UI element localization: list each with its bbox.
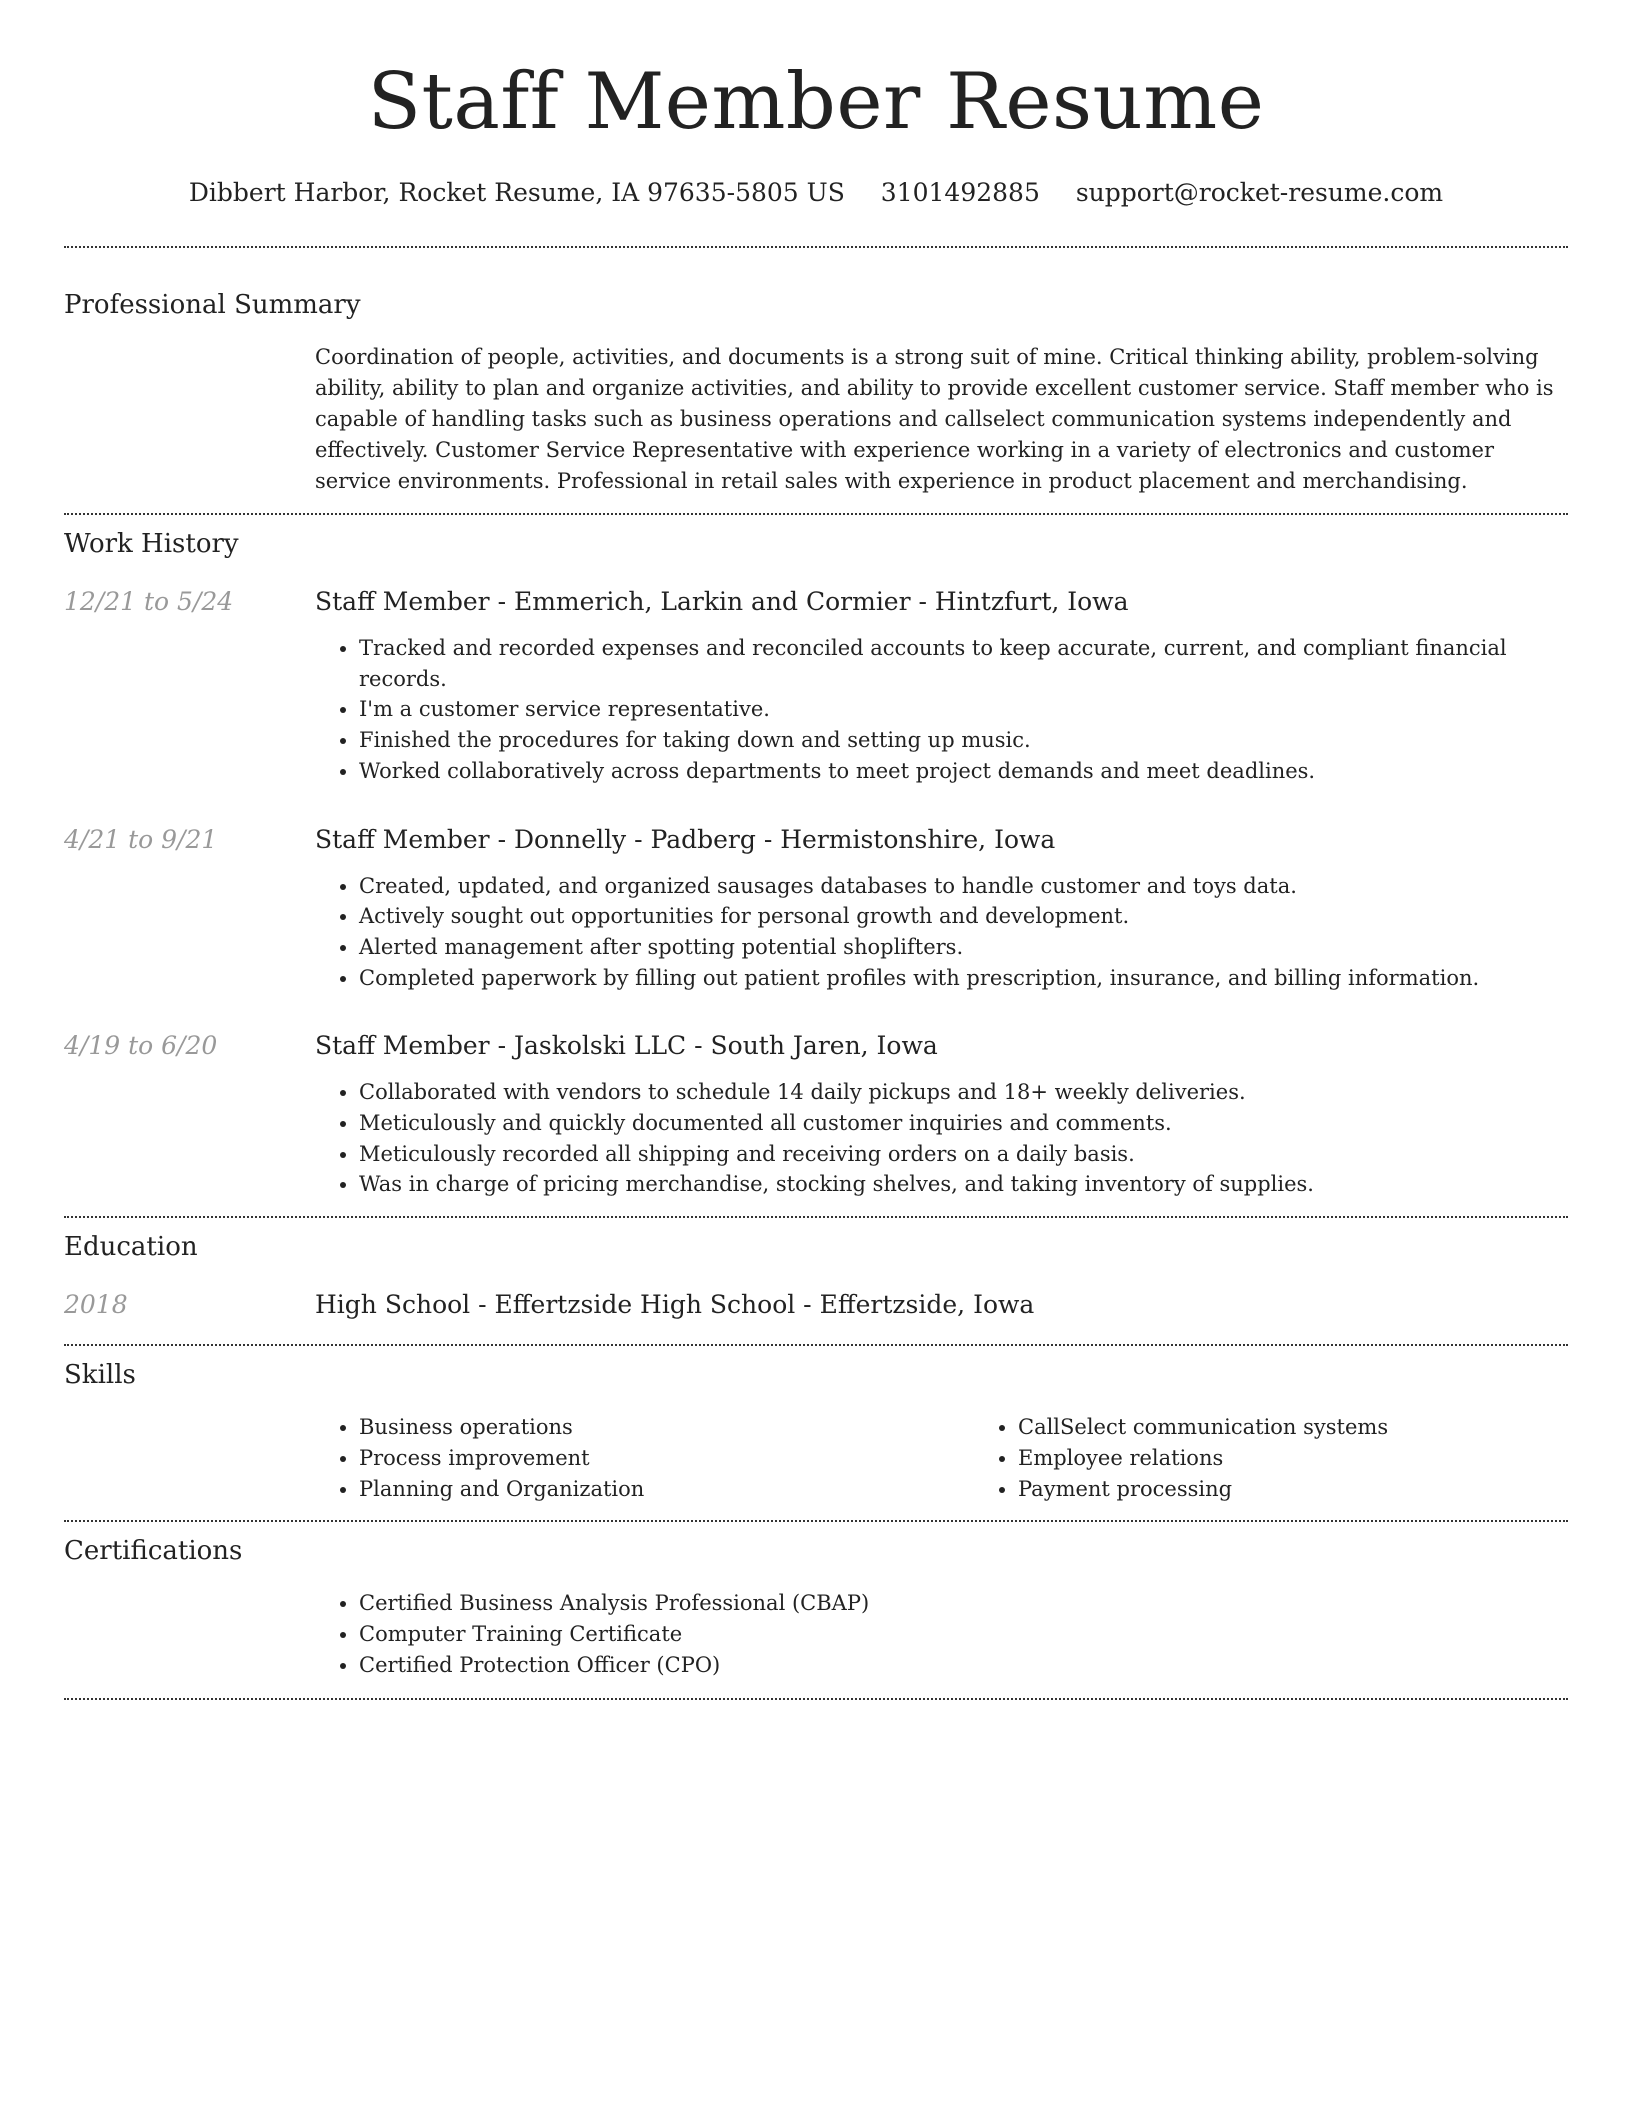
divider (64, 1520, 1568, 1522)
skills-list-right (974, 1412, 1632, 1504)
job-bullets (315, 633, 1568, 787)
list-item: • Process improvement (359, 1443, 974, 1474)
job-bullets (315, 1077, 1568, 1200)
list-item: • Computer Training Certificate (359, 1619, 1568, 1650)
education-section (64, 1230, 1568, 1322)
contact-email: support@rocket-resume.com (1075, 178, 1444, 207)
list-item: • Alerted management after spotting potential shoplifters. (359, 932, 1568, 963)
divider (64, 1344, 1568, 1346)
list-item: • Was in charge of pricing merchandise, stocking shelves, and taking inventory of supplies. (359, 1169, 1568, 1200)
job-body (315, 585, 1568, 787)
section-heading-education: Education (64, 1232, 198, 1263)
education-entry (64, 1288, 1568, 1322)
divider (64, 513, 1568, 515)
resume-title: Staff Member Resume (367, 57, 1265, 147)
contact-phone: 3101492885 (880, 178, 1040, 207)
contact-line (64, 176, 1568, 210)
list-item: • Actively sought out opportunities for personal growth and development. (359, 901, 1568, 932)
skills-grid (315, 1412, 1632, 1504)
contact-address: Dibbert Harbor, Rocket Resume, IA 97635-5805 US (188, 178, 845, 207)
certifications-body (315, 1588, 1568, 1680)
education-date: 2018 (64, 1290, 128, 1320)
list-item: • I'm a customer service representative. (359, 694, 1568, 725)
job-body (315, 823, 1568, 994)
summary-text: Coordination of people, activities, and documents is a strong suit of mine. Critical thinking ability, problem-solving ability, ability to plan and organize activities, and ability to provide excellent customer service. Staff member who is capable of handling tasks such as business operations and callselect communication systems independently and effectively. Customer Service Representative with experience working in a variety of electronics and customer service environments. Professional in retail sales with experience in product placement and merchandising. (315, 345, 1554, 493)
certifications-row (64, 1588, 1568, 1680)
job-dates: 4/21 to 9/21 (64, 824, 218, 854)
summary-body (315, 342, 1568, 497)
summary-section (64, 288, 1568, 497)
list-item: • Worked collaboratively across departments to meet project demands and meet deadlines. (359, 756, 1568, 787)
job-entry (64, 585, 1568, 787)
list-item: • Planning and Organization (359, 1474, 974, 1505)
list-item: • CallSelect communication systems (1018, 1412, 1632, 1443)
list-item: • Created, updated, and organized sausages databases to handle customer and toys data. (359, 871, 1568, 902)
list-item: • Meticulously recorded all shipping and receiving orders on a daily basis. (359, 1139, 1568, 1170)
job-dates: 4/19 to 6/20 (64, 1031, 218, 1061)
job-title: Staff Member - Jaskolski LLC - South Jaren, Iowa (315, 1031, 938, 1061)
job-entry (64, 1029, 1568, 1200)
list-item: • Tracked and recorded expenses and reconciled accounts to keep accurate, current, and compliant financial records. (359, 633, 1568, 694)
list-item: • Business operations (359, 1412, 974, 1443)
skills-row (64, 1412, 1568, 1504)
list-item: • Collaborated with vendors to schedule 14 daily pickups and 18+ weekly deliveries. (359, 1077, 1568, 1108)
section-heading-certifications: Certifications (64, 1536, 243, 1567)
divider (64, 246, 1568, 248)
list-item: • Certified Business Analysis Professional (CBAP) (359, 1588, 1568, 1619)
list-item: • Employee relations (1018, 1443, 1632, 1474)
certifications-list (315, 1588, 1568, 1680)
summary-row (64, 342, 1568, 497)
education-title: High School - Effertzside High School - Effertzside, Iowa (315, 1290, 1035, 1320)
job-entry (64, 823, 1568, 994)
job-body (315, 1029, 1568, 1200)
certifications-section (64, 1534, 1568, 1680)
job-bullets (315, 871, 1568, 994)
divider (64, 1698, 1568, 1700)
job-dates: 12/21 to 5/24 (64, 587, 234, 616)
list-item: • Finished the procedures for taking down and setting up music. (359, 725, 1568, 756)
job-title: Staff Member - Donnelly - Padberg - Hermistonshire, Iowa (315, 824, 1056, 854)
job-title: Staff Member - Emmerich, Larkin and Cormier - Hintzfurt, Iowa (315, 587, 1129, 616)
skills-list-left (315, 1412, 974, 1504)
section-heading-work: Work History (64, 529, 239, 559)
work-section (64, 527, 1568, 1200)
list-item: • Completed paperwork by filling out patient profiles with prescription, insurance, and billing information. (359, 963, 1568, 994)
skills-section (64, 1358, 1568, 1504)
list-item: • Meticulously and quickly documented all customer inquiries and comments. (359, 1108, 1568, 1139)
list-item: • Certified Protection Officer (CPO) (359, 1650, 1568, 1681)
section-heading-summary: Professional Summary (64, 290, 361, 320)
list-item: • Payment processing (1018, 1474, 1632, 1505)
divider (64, 1216, 1568, 1218)
section-heading-skills: Skills (64, 1360, 136, 1391)
